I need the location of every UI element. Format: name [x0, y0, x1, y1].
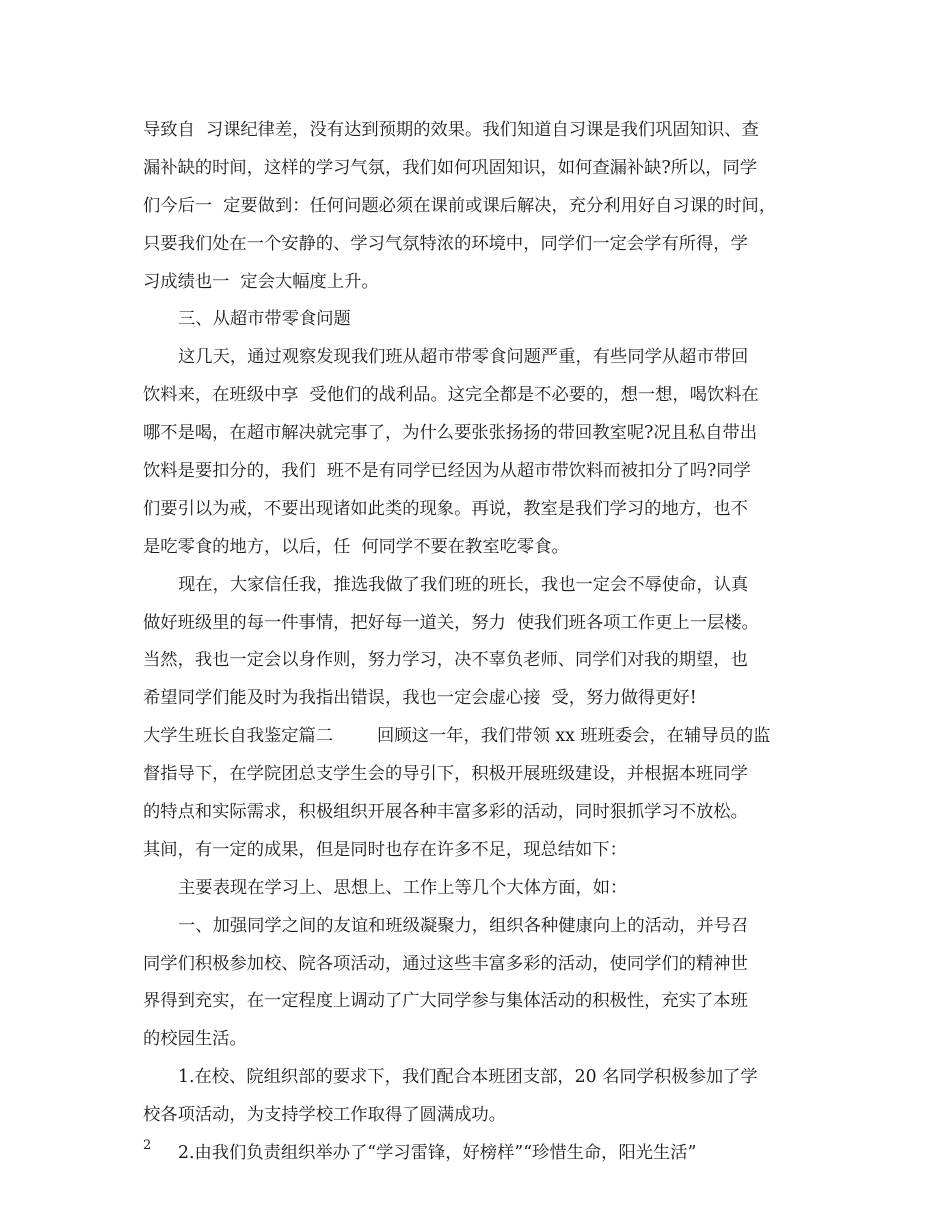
text-line: 导致自 习课纪律差，没有达到预期的效果。我们知道自习课是我们巩固知识、查 [143, 120, 759, 140]
text-line: 其间，有一定的成果，但是同时也存在许多不足，现总结如下： [143, 839, 627, 860]
text-line: 现在，大家信任我，推选我做了我们班的班长，我也一定会不辱使命，认真 [178, 574, 749, 595]
text-line: 只要我们处在一个安静的、学习气氛特浓的环境中，同学们一定会学有所得，学 [143, 233, 748, 254]
text-line: 1.在校、院组织部的要求下，我们配合本班团支部，20 名同学积极参加了学 [178, 1067, 758, 1088]
text-line: 大学生班长自我鉴定篇二 回顾这一年，我们带领 xx 班班委会，在辅导员的监 [143, 726, 771, 747]
text-line: 同学们积极参加校、院各项活动，通过这些丰富多彩的活动，使同学们的精神世 [143, 953, 748, 974]
text-line: 哪不是喝，在超市解决就完事了，为什么要张张扬扬的带回教室呢?况且私自带出 [143, 423, 758, 444]
text-line: 督指导下，在学院团总支学生会的导引下，积极开展班级建设，并根据本班同学 [143, 764, 748, 785]
text-line: 漏补缺的时间，这样的学习气氛，我们如何巩固知识，如何查漏补缺?所以，同学 [143, 157, 758, 178]
text-line: 的特点和实际需求，积极组织开展各种丰富多彩的活动，同时狠抓学习不放松。 [143, 802, 748, 823]
text-line: 们要引以为戒，不要出现诸如此类的现象。再说，教室是我们学习的地方，也不 [143, 498, 748, 519]
text-line: 们今后一 定要做到：任何问题必须在课前或课后解决，充分利用好自习课的时间， [143, 195, 777, 216]
text-line: 校各项活动，为支持学校工作取得了圆满成功。 [143, 1105, 506, 1126]
text-line: 饮料是要扣分的，我们 班不是有同学已经因为从超市带饮料而被扣分了吗?同学 [143, 461, 751, 482]
text-line: 主要表现在学习上、思想上、工作上等几个大体方面，如： [178, 877, 628, 898]
page-number: 2 [143, 1138, 152, 1153]
text-line: 三、从超市带零食问题 [178, 309, 351, 330]
text-line: 这几天，通过观察发现我们班从超市带零食问题严重，有些同学从超市带回 [178, 347, 749, 368]
text-line: 是吃零食的地方，以后，任 何同学不要在教室吃零食。 [143, 536, 569, 557]
text-line: 做好班级里的每一件事情，把好每一道关，努力 使我们班各项工作更上一层楼。 [143, 612, 759, 633]
text-line: 希望同学们能及时为我指出错误，我也一定会虚心接 受，努力做得更好! [143, 688, 697, 709]
text-line: 饮料来，在班级中享 受他们的战利品。这完全都是不必要的，想一想，喝饮料在 [143, 385, 759, 406]
body-text [143, 112, 823, 1173]
text-line: 一、加强同学之间的友谊和班级凝聚力，组织各种健康向上的活动，并号召 [178, 915, 749, 936]
text-line: 的校园生活。 [143, 1029, 247, 1050]
text-line: 2.由我们负责组织举办了“学习雷锋，好榜样”“珍惜生命，阳光生活” [178, 1143, 697, 1164]
text-line: 当然，我也一定会以身作则，努力学习，决不辜负老师、同学们对我的期望，也 [143, 650, 748, 671]
text-line: 习成绩也一 定会大幅度上升。 [143, 271, 379, 292]
text-line: 界得到充实，在一定程度上调动了广大同学参与集体活动的积极性，充实了本班 [143, 991, 748, 1012]
